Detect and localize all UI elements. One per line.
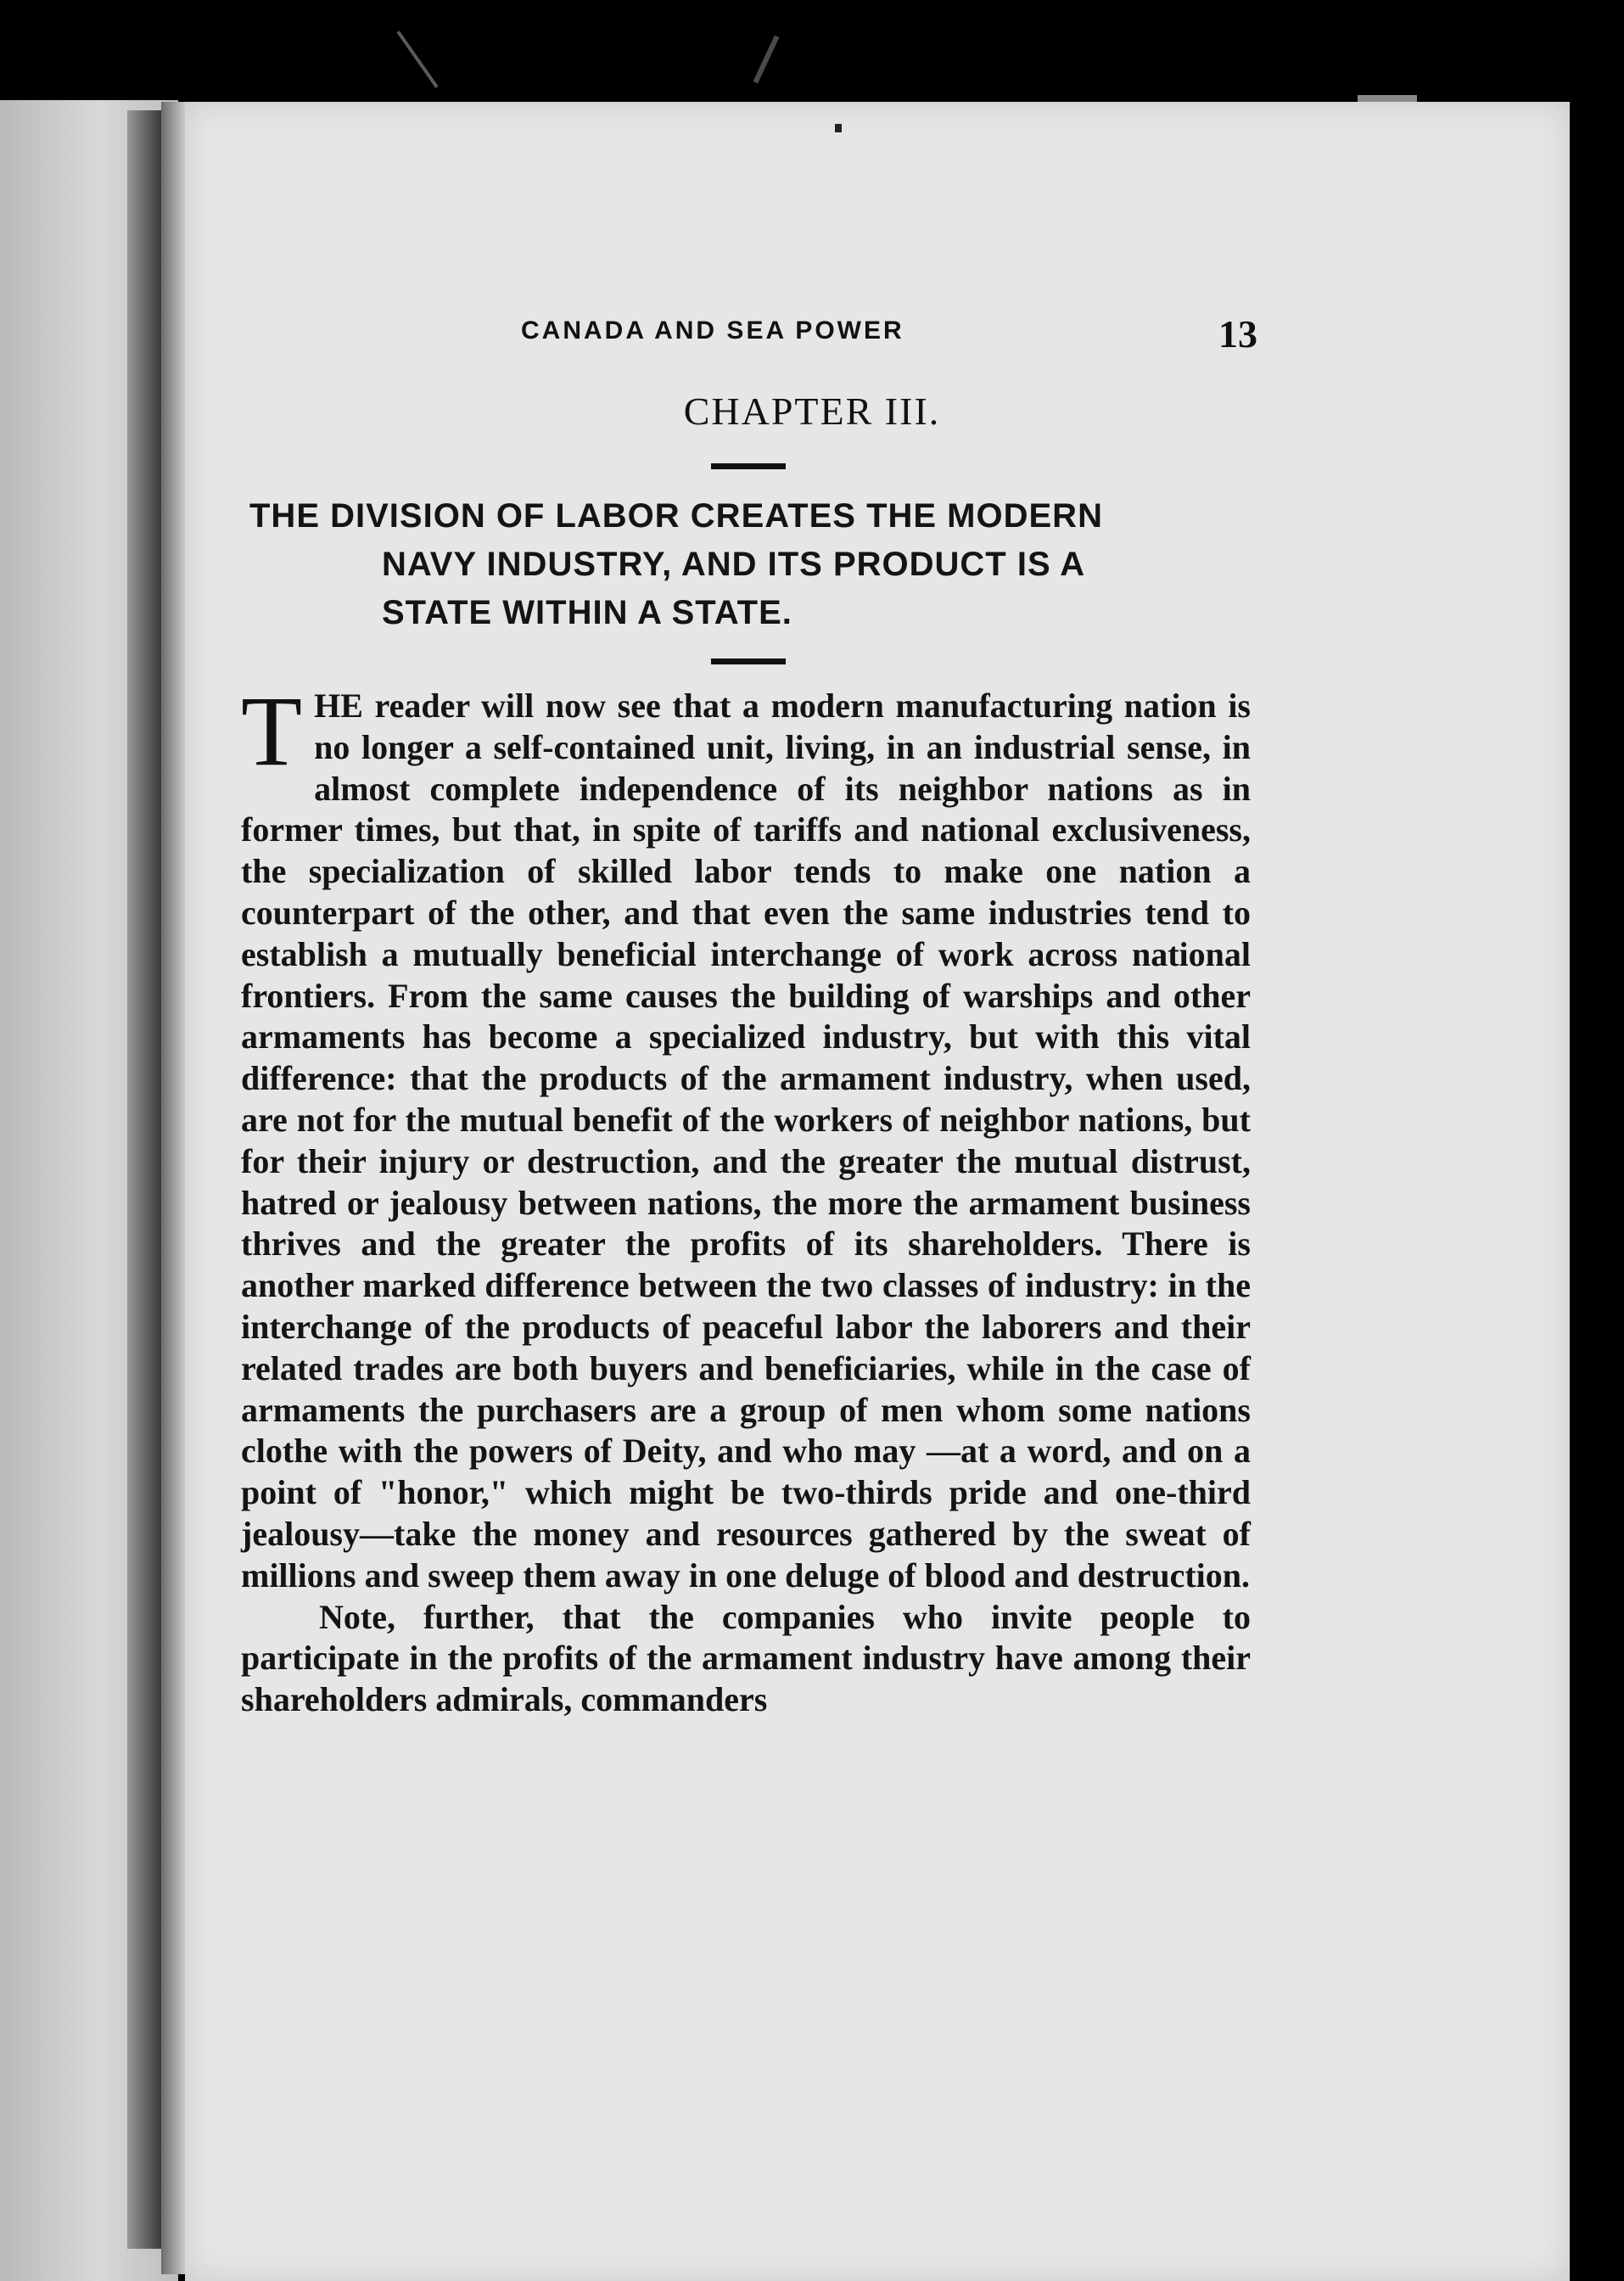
drop-cap: T [241, 675, 303, 787]
paragraph [241, 675, 1251, 1597]
heading-rule-top [711, 463, 786, 469]
running-header [339, 312, 1257, 359]
paragraph-text: Note, further, that the companies who invite people to participate in the profits of the armament industry have among their shareholders admirals, commanders [241, 1597, 1251, 1719]
chapter-heading: CHAPTER III. [683, 390, 941, 433]
paragraph [241, 1597, 1251, 1721]
chapter-subtitle-line: NAVY INDUSTRY, AND ITS PRODUCT IS A [382, 546, 1086, 583]
heading-rule-bottom [711, 659, 786, 664]
scan-speck [396, 31, 438, 88]
body-text [241, 675, 1251, 1721]
running-header-title: CANADA AND SEA POWER [521, 317, 904, 345]
paragraph-text: HE reader will now see that a modern manufacturing nation is no longer a self-contained unit, living, in an industrial sense, in almost complete independence of its neighbor nations as in former times, but that, in spite of tariffs and national exclusiveness, the specialization of skilled labor tends to make one nation a counterpart of the other, and that even the same industries tend to establish a mutually beneficial interchange of work across national frontiers. From the same causes the building of warships and other armaments has become a specialized industry, but with this vital difference: that the products of the armament industry, when used, are not for the mutual benefit of the workers of neighbor nations, but for their injury or destruction, and the greater the mutual distrust, hatred or jealousy between nations, the more the armament business thrives and the greater the profits of its shareholders. There is another marked difference between the two classes of industry: in the interchange of the products of peaceful labor the laborers and their related trades are both buyers and beneficiaries, while in the case of armaments the purchasers are a group of men whom some nations clothe with the powers of Deity, and who may —at a word, and on a point of "honor," which might be two-thirds pride and one-third jealousy—take the money and resources gathered by the sweat of millions and sweep them away in one deluge of blood and destruction. [241, 687, 1251, 1594]
chapter-subtitle-line: STATE WITHIN A STATE. [382, 594, 792, 631]
scan-speck [753, 36, 780, 84]
chapter-subtitle-line: THE DIVISION OF LABOR CREATES THE MODERN [249, 497, 1103, 535]
scan-speck [835, 124, 842, 132]
page-number: 13 [1218, 312, 1257, 356]
chapter-subtitle [249, 492, 1251, 637]
scan-speck [1358, 95, 1417, 102]
